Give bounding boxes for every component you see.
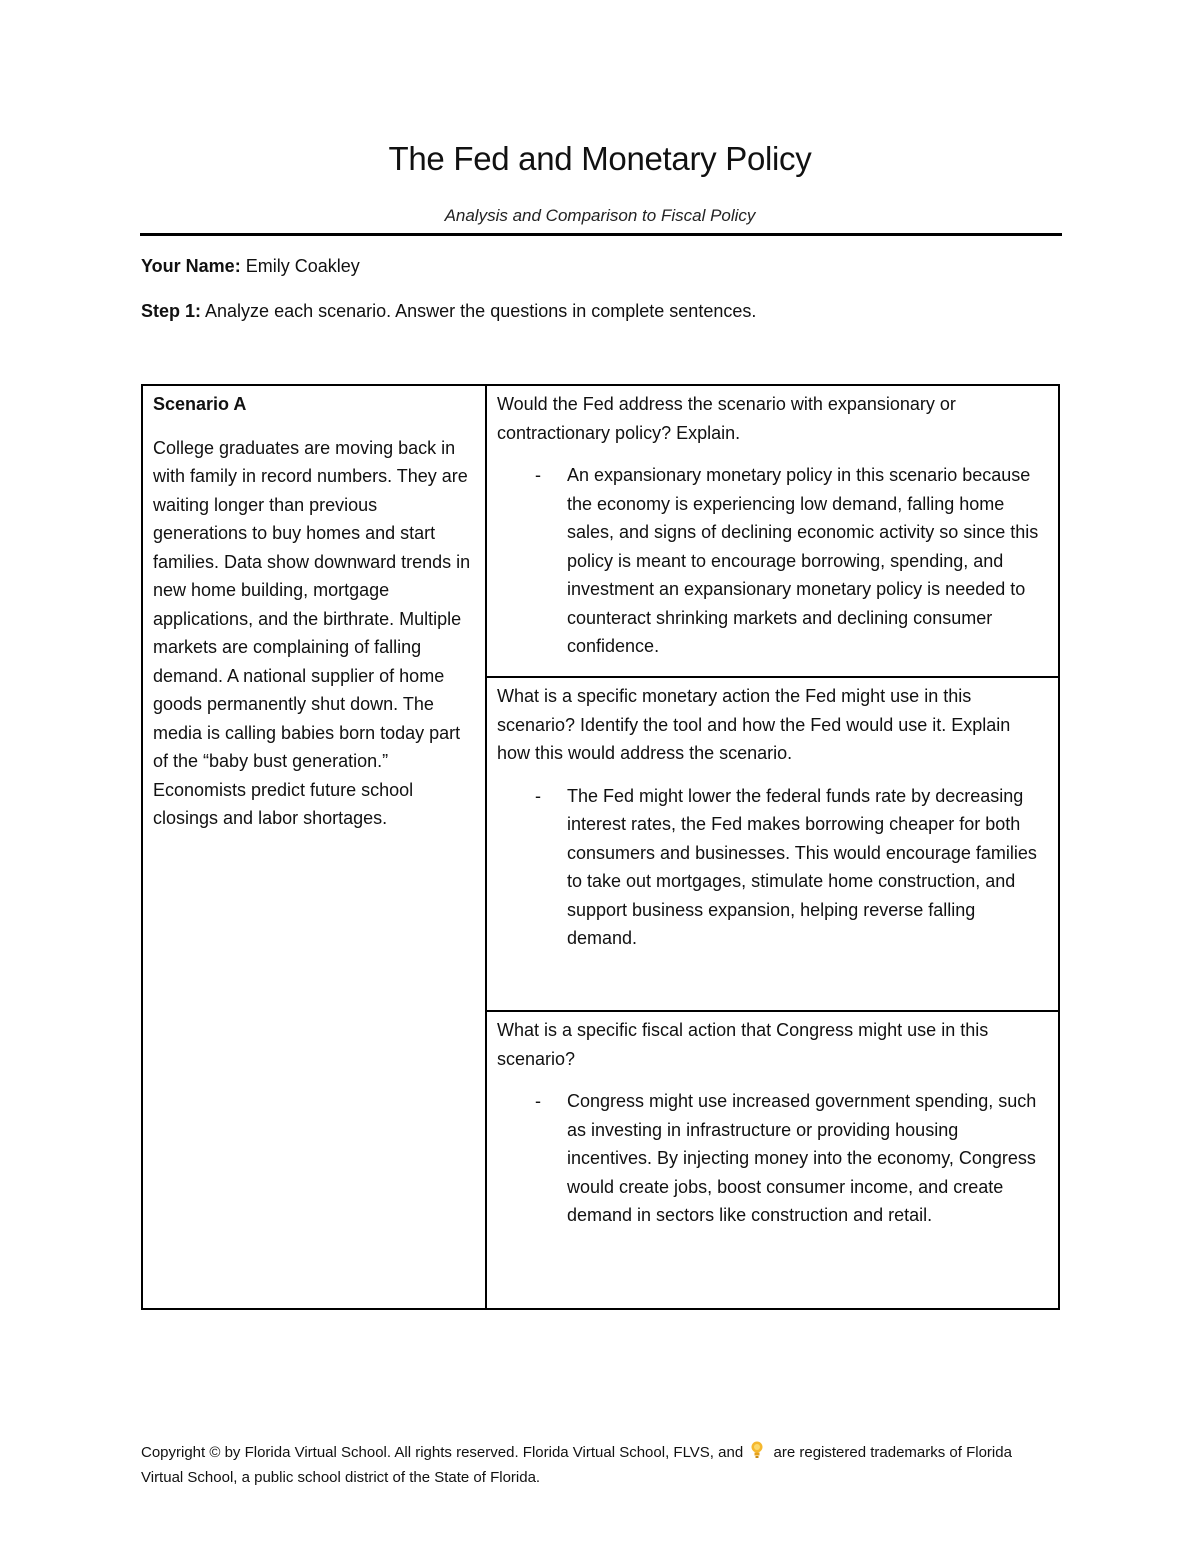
answer-bullet: - <box>535 465 541 485</box>
question-text: Would the Fed address the scenario with expansionary or contractionary policy? Explain. <box>497 394 956 443</box>
copyright-text-end: are registered trademarks of Florida Virtual School, a public school district of the State of Florida. <box>141 1444 1012 1486</box>
copyright-text-start: Copyright © by Florida Virtual School. All rights reserved. Florida Virtual School, FLVS, and <box>141 1444 744 1461</box>
lightbulb-logo-icon <box>749 1440 765 1467</box>
question-text: What is a specific fiscal action that Congress might use in this scenario? <box>497 1020 989 1069</box>
step-instruction: Analyze each scenario. Answer the questions in complete sentences. <box>205 301 757 321</box>
question-cell-1 <box>486 385 1059 677</box>
scenario-text: College graduates are moving back in with family in record numbers. They are waiting longer than previous generations to buy homes and start families. Data show downward trends in new home building, mortgage applications, and the birthrate. Multiple markets are complaining of falling demand. A national supplier of home goods permanently shut down. The media is calling babies born today part of the “baby bust generation.” Economists predict future school closings and labor shortages. <box>153 437 471 828</box>
answer-item <box>497 782 1048 953</box>
copyright-footer <box>141 1440 1041 1489</box>
answer-text: An expansionary monetary policy in this scenario because the economy is experiencing low demand, falling home sales, and signs of declining economic activity so since this policy is meant to encourage borrowing, spending, and investment an expansionary monetary policy is needed to counteract shrinking markets and declining consumer confidence. <box>567 465 1039 656</box>
page-title: The Fed and Monetary Policy <box>388 140 812 177</box>
answer-bullet: - <box>535 785 541 806</box>
answer-bullet: - <box>535 1091 541 1111</box>
question-text: What is a specific monetary action the Fed might use in this scenario? Identify the tool and how the Fed would use it. Explain how this would address the scenario. <box>497 686 1011 763</box>
step-label: Step 1: <box>141 301 202 321</box>
page-subtitle: Analysis and Comparison to Fiscal Policy <box>444 206 756 225</box>
scenario-cell <box>142 385 486 1309</box>
answer-item <box>497 1087 1048 1230</box>
scenario-table <box>141 384 1060 1310</box>
title-divider <box>140 233 1062 236</box>
scenario-label: Scenario A <box>153 394 247 414</box>
question-cell-3 <box>486 1011 1059 1309</box>
answer-text: The Fed might lower the federal funds rate by decreasing interest rates, the Fed makes borrowing cheaper for both consumers and businesses. This would encourage families to take out mortgages, stimulate home construction, and support business expansion, helping reverse falling demand. <box>567 785 1037 948</box>
name-label: Your Name: <box>141 256 241 276</box>
step-line <box>141 301 756 322</box>
name-line <box>141 256 360 277</box>
answer-item <box>497 461 1048 661</box>
question-cell-2 <box>486 677 1059 1011</box>
answer-text: Congress might use increased government spending, such as investing in infrastructure or providing housing incentives. By injecting money into the economy, Congress would create jobs, boost consumer income, and create demand in sectors like construction and retail. <box>567 1091 1037 1225</box>
name-value: Emily Coakley <box>245 256 360 276</box>
